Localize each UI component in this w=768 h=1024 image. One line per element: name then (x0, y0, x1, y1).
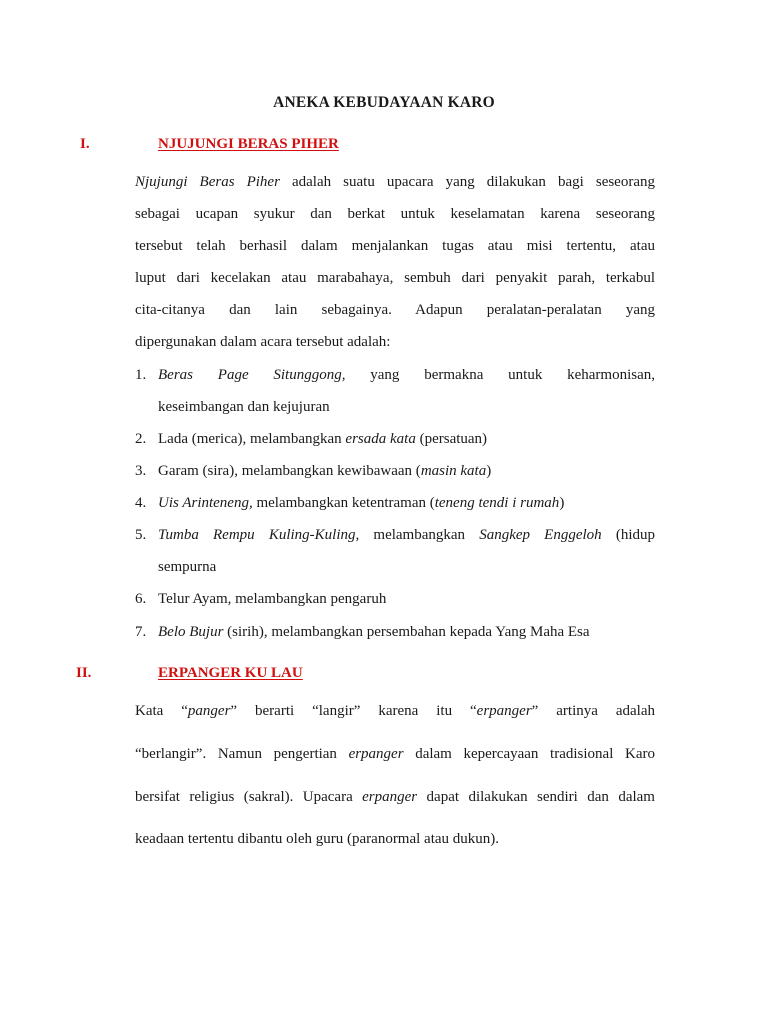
list-item: Telur Ayam, melambangkan pengaruh (158, 591, 387, 607)
section-1-paragraph-line: Njujungi Beras Piher adalah suatu upacara yang dilakukan bagi seseorang (135, 174, 655, 190)
list-item-number: 1. (135, 367, 147, 383)
list-item-number: 3. (135, 463, 147, 479)
section-2-paragraph-line: keadaan tertentu dibantu oleh guru (paranormal atau dukun). (135, 831, 500, 847)
section-1-heading: NJUJUNGI BERAS PIHER (158, 136, 339, 152)
section-1-paragraph-line: tersebut telah berhasil dalam menjalankan tugas atau misi tertentu, atau (135, 238, 655, 254)
section-2-number: II. (76, 665, 92, 681)
list-item-number: 6. (135, 591, 147, 607)
list-item: Tumba Rempu Kuling-Kuling, melambangkan Sangkep Enggeloh (hidup (158, 527, 655, 543)
list-item: Belo Bujur (sirih), melambangkan persembahan kepada Yang Maha Esa (158, 624, 590, 640)
section-1-paragraph-line: dipergunakan dalam acara tersebut adalah: (135, 334, 391, 350)
section-1-paragraph-line: sebagai ucapan syukur dan berkat untuk keselamatan karena seseorang (135, 206, 655, 222)
section-2-heading: ERPANGER KU LAU (158, 665, 303, 681)
section-2-paragraph-line: Kata “panger” berarti “langir” karena itu “erpanger” artinya adalah (135, 703, 655, 719)
section-1-paragraph-line: luput dari kecelakan atau marabahaya, sembuh dari penyakit parah, terkabul (135, 270, 655, 286)
section-2-paragraph-line: bersifat religius (sakral). Upacara erpanger dapat dilakukan sendiri dan dalam (135, 789, 655, 805)
list-item-number: 2. (135, 431, 147, 447)
list-item-number: 7. (135, 624, 147, 640)
list-item-continuation: sempurna (158, 559, 217, 575)
page-title: ANEKA KEBUDAYAAN KARO (273, 94, 495, 111)
section-2-paragraph-line: “berlangir”. Namun pengertian erpanger dalam kepercayaan tradisional Karo (135, 746, 655, 762)
list-item-number: 4. (135, 495, 147, 511)
list-item-number: 5. (135, 527, 147, 543)
list-item: Beras Page Situnggong, yang bermakna untuk keharmonisan, (158, 367, 655, 383)
list-item: Uis Arinteneng, melambangkan ketentraman (teneng tendi i rumah) (158, 495, 565, 511)
section-1-paragraph-line: cita-citanya dan lain sebagainya. Adapun peralatan-peralatan yang (135, 302, 655, 318)
list-item-continuation: keseimbangan dan kejujuran (158, 399, 330, 415)
list-item: Lada (merica), melambangkan ersada kata (persatuan) (158, 431, 488, 447)
list-item: Garam (sira), melambangkan kewibawaan (masin kata) (158, 463, 492, 479)
section-1-number: I. (80, 136, 90, 152)
